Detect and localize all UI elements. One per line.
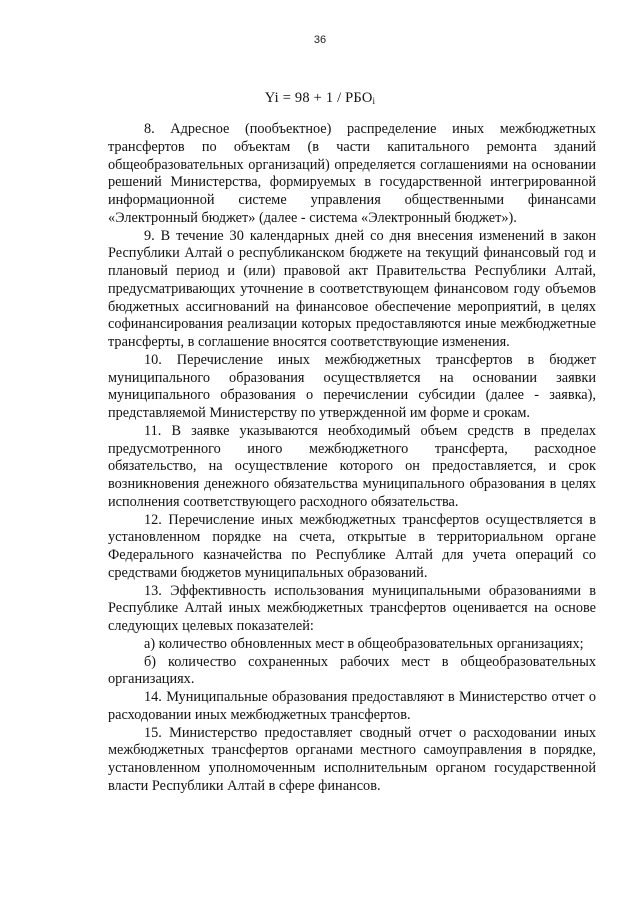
paragraph-14-report: 14. Муниципальные образования предоставляют в Министерство отчет о расходовании иных межбюджетных трансфертов. [108, 689, 596, 723]
list-item-a-updated-places: а) количество обновленных мест в общеобразовательных организациях; [144, 635, 584, 652]
paragraph-10-transfer-application: 10. Перечисление иных межбюджетных трансфертов в бюджет муниципального образования осуществляется на основании заявки муниципального образования о перечислении субсидии (далее - заявка), представляемой Министерству по утвержденной им форме и срокам. [108, 351, 596, 421]
paragraph-9-agreement-changes: 9. В течение 30 календарных дней со дня внесения изменений в закон Республики Алтай о республиканском бюджете на текущий финансовый год и плановый период и (или) правовой акт Правительства Республики Алтай, предусматривающих уточнение в соответствующем финансовом году объемов бюджетных ассигнований на финансовое обеспечение мероприятий, в целях софинансирования реализации которых предоставляются иные межбюджетные трансферты, в соглашение вносятся соответствующие изменения. [108, 227, 596, 350]
formula-main: Yi = 98 + 1 / РБО [264, 90, 373, 106]
document-body [108, 121, 596, 796]
formula [0, 90, 640, 107]
list-item-b-retained-jobs: б) количество сохраненных рабочих мест в общеобразовательных организациях. [108, 653, 596, 688]
paragraph-15-summary-report: 15. Министерство предоставляет сводный отчет о расходовании иных межбюджетных трансфертов органами местного самоуправления в порядке, установленном уполномоченным исполнительным органом государственной власти Республики Алтай в сфере финансов. [108, 724, 596, 794]
paragraph-13-efficiency-indicators: 13. Эффективность использования муниципальными образованиями в Республике Алтай иных межбюджетных трансфертов оценивается на основе следующих целевых показателей: [108, 582, 596, 634]
page-number: 36 [313, 34, 327, 46]
paragraph-8-address-distribution: 8. Адресное (пообъектное) распределение иных межбюджетных трансфертов по объектам (в части капитального ремонта зданий общеобразовательных организаций) определяется соглашениями на основании решений Министерства, формируемых в государственной интегрированной информационной системе управления общественными финансами «Электронный бюджет» (далее - система «Электронный бюджет»). [108, 121, 596, 226]
formula-subscript: i [372, 96, 376, 106]
paragraph-12-transfer-procedure: 12. Перечисление иных межбюджетных трансфертов осуществляется в установленном порядке на счета, открытые в территориальном органе Федерального казначейства по Республике Алтай для учета операций со средствами бюджетов муниципальных образований. [108, 511, 596, 581]
paragraph-11-application-contents: 11. В заявке указываются необходимый объем средств в пределах предусмотренного иного межбюджетного трансферта, расходное обязательство, на осуществление которого он предоставляется, и срок возникновения денежного обязательства муниципального образования в целях исполнения соответствующего расходного обязательства. [108, 422, 596, 510]
